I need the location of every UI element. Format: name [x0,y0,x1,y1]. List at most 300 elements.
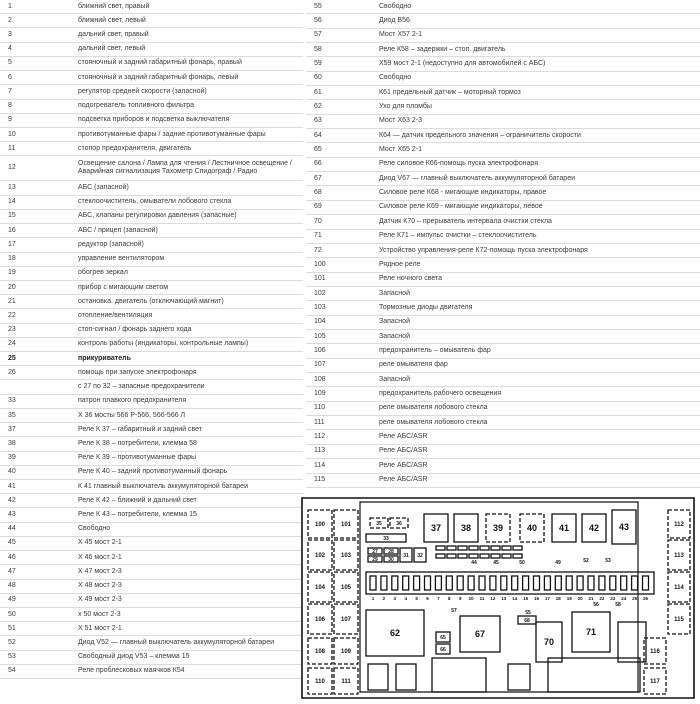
table-row [0,380,303,394]
fuse-description: прикуриватель [78,354,131,362]
fuse-description: контроль работы (индикаторы, контрольные лампы) [78,340,249,348]
table-row [0,28,303,42]
fuse-number: 17 [8,240,16,248]
slot-label: 32 [417,552,423,559]
slot-label: 103 [340,553,352,560]
table-row [0,295,303,309]
fuse-description: Реле АБС/ASR [379,433,428,441]
fuse [643,576,649,590]
fuse-number: 64 [314,131,322,139]
relay-slot [618,622,646,662]
fuse-number: 8 [448,596,451,601]
fuse-description: К64 — датчик предельного значения – ограничитель скорости [379,131,581,139]
table-row [306,416,700,430]
table-row [0,181,303,195]
fuse-description: дальний свет, левый [78,45,146,53]
fuse-number: 4 [404,596,407,601]
small-component [513,554,522,558]
table-row [0,651,303,665]
fuse-number: 69 [314,203,322,211]
fuse-number: 18 [555,596,561,601]
slot-label: 62 [389,628,401,639]
fuse-description: Реле АБС/ASR [379,461,428,469]
fuse-number: 26 [8,368,16,376]
fuse-number: 111 [314,418,325,426]
slot-label: 117 [650,679,660,686]
fuse-number: 10 [468,596,474,601]
fuse-number: 7 [437,596,440,601]
slot-label: 68 [524,617,530,624]
fuse-number: 33 [8,397,16,405]
fuse-description: Запасной [379,375,410,383]
small-component [502,554,511,558]
table-row [0,622,303,636]
fuse-description: стопор предохранителя, двигатель [78,144,192,152]
fuse-number: 107 [314,361,326,369]
fuse-number: 15 [523,596,529,601]
small-component [491,554,500,558]
fuse-description: помощь при запуске электрофонаря [78,368,197,376]
small-component [436,554,445,558]
slot-label: 27 [372,548,378,555]
fuse-number: 13 [501,596,507,601]
fuse-number: 16 [8,226,16,234]
table-row [306,244,700,258]
fuse-number: 5 [415,596,418,601]
fuse-number: 68 [314,189,322,197]
fuse [414,576,420,590]
table-row [306,129,700,143]
table-row [306,344,700,359]
fuse [566,576,572,590]
fuse-description: Рядное реле [379,260,421,268]
slot-label: 71 [585,627,597,638]
fuse-number: 100 [314,260,326,268]
fuse-number: 21 [588,596,594,601]
fuse-description: ближний свет, левый [78,16,146,24]
slot-label: 30 [388,556,394,563]
table-row [0,508,303,522]
table-row [306,273,700,287]
fuse-description: предохранитель – омыватель фар [379,347,491,354]
slot-label: 102 [314,553,326,560]
slot-label: 35 [376,520,382,527]
small-component [447,546,456,550]
slot-label: 115 [674,617,684,624]
slot-label: 114 [674,585,684,592]
fuse-description: X 45 мост 2-1 [78,539,122,547]
fuse-number: 2 [382,596,386,601]
fuse-description: Запасной [379,332,410,340]
fuse [544,576,550,590]
slot-label: 33 [383,535,389,542]
fuse-number: 2 [8,16,12,24]
table-row [0,114,303,128]
table-row [0,395,303,409]
table-row [0,71,303,85]
fuse-number: 47 [8,567,16,575]
fuse-description: Реле К 40 – задний противотуманный фонарь [78,468,228,476]
fuse-number: 65 [314,146,322,154]
fuse-number: 17 [544,596,550,601]
fuse-number: 13 [8,184,16,192]
fuse-number: 112 [314,433,326,441]
fuse-number: 5 [8,59,12,67]
slot-label: 43 [618,522,630,533]
fuse-number: 25 [8,354,16,362]
table-row [306,316,700,330]
table-row [0,338,303,352]
slot-label: 110 [315,679,325,686]
slot-label: 116 [650,649,660,656]
fuse-number: 3 [393,596,397,601]
fuse-number: 71 [314,232,322,240]
fuse-number: 105 [314,332,326,340]
fuse-number: 52 [8,639,16,647]
fuse-description: стояночный и задний габаритный фонарь, левый [78,73,239,81]
fuse-description: Мост X63 2-3 [379,117,422,125]
fuse-number: 53 [8,653,16,661]
fuse-description: Тормозные диоды двигателя [379,303,473,311]
table-row [0,636,303,650]
table-row [0,85,303,99]
fuse-box-diagram [296,492,700,704]
fuse [588,576,594,590]
small-component [502,546,511,550]
fuse-description: X 46 мост 2-1 [78,553,122,561]
table-row [306,86,700,100]
fuse-number: 7 [8,87,12,95]
fuse-description: реле омывателя лобового стекла [379,418,488,426]
table-row [306,445,700,459]
table-row [0,580,303,594]
slot-label: 39 [492,523,504,534]
fuse-number: 25 [632,596,638,601]
fuse-number: 18 [8,255,16,263]
fuse-description: Свободный диод V53 – клемма 15 [78,653,190,661]
fuse-number: 63 [314,117,322,125]
slot-label: 108 [314,649,326,656]
fuse-description: Реле АБС/ASR [379,447,428,455]
fuse-number: 38 [8,439,16,447]
table-row [0,551,303,565]
fuse-description: Реле К 38 – потребители, клемма 58 [78,439,197,447]
table-row [0,409,303,423]
fuse-description: отопление/вентиляция [78,311,153,319]
fuse-number: 67 [314,174,322,182]
fuse-description: К 41 главный выключатель аккумуляторной батареи [78,482,248,490]
fuse-number: 56 [314,17,322,25]
fuse-description: Реле К 37 – габаритный и задний свет [78,425,203,433]
fuse-number: 103 [314,303,326,311]
fuse-number: 108 [314,375,326,383]
table-row [306,43,700,57]
small-component [458,554,467,558]
fuse-description: Реле ночного света [379,275,443,283]
fuse-description: с 27 по 32 – запасные предохранители [78,383,205,391]
fuse-description: стоп-сигнал / фонарь заднего хода [78,326,192,334]
fuse [512,576,518,590]
fuse-description: Освещение салона / Лампа для чтения / Лестничное освещение / Аварийная сигнализация Тахометр Спидограф / Радио [78,160,292,176]
fuse-number: 113 [314,447,326,455]
fuse-table-left [0,0,303,679]
fuse-description: Датчик К70 – прерыватель интервала очистки стекла [379,217,552,225]
table-row [0,196,303,210]
fuse-number: 114 [314,461,326,469]
fuse-description: Запасной [379,289,410,297]
fuse-number: 57 [314,31,322,39]
fuse-number: 37 [8,425,16,433]
fuse-description: X 48 мост 2-3 [78,582,122,590]
fuse-number: 66 [314,160,322,168]
relay-slot [548,658,640,692]
table-row [0,494,303,508]
fuse-number: 10 [8,130,16,138]
fuse [479,576,485,590]
table-row [0,324,303,338]
fuse-number: 1 [371,596,375,601]
small-component [447,554,456,558]
fuse-number: 12 [8,164,16,172]
small-component [436,546,445,550]
slot-label: 100 [314,522,326,529]
fuse-number: 115 [314,476,326,484]
table-row [306,373,700,387]
relay-slot [508,664,530,690]
table-row [306,215,700,229]
table-row [306,230,700,244]
fuse-number: 11 [479,596,485,601]
slot-label: 58 [615,602,621,608]
slot-label: 106 [314,617,326,624]
fuse-number: 14 [8,198,16,206]
fuse-number: 14 [512,596,518,601]
fuse-number: 110 [314,404,326,412]
fuse-description: X 51 мост 2-1 [78,624,122,632]
fuse-description: стояночный и задний габаритный фонарь, правый [78,59,242,67]
fuse-description: Мост X57 2-1 [379,31,422,39]
table-row [306,72,700,86]
slot-label: 45 [493,560,499,566]
table-row [0,142,303,156]
fuse [577,576,583,590]
slot-label: 66 [440,646,446,653]
table-row [0,608,303,622]
table-row [0,480,303,494]
table-row [0,100,303,114]
fuse-description: ближний свет, правый [78,2,150,10]
fuse-description: АБС / прицеп (запасной) [78,226,158,234]
fuse-description: x 50 мост 2-3 [78,610,121,618]
table-row [306,359,700,373]
fuse-number: 16 [533,596,540,601]
fuse-description: АБС, клапаны регулировки давления (запасные) [78,212,237,220]
fuse-number: 49 [8,596,16,604]
fuse-number: 104 [314,318,326,326]
table-row [306,387,700,401]
fuse-number: 11 [8,144,16,152]
slot-label: 65 [440,634,446,641]
fuse-number: 15 [8,212,16,220]
fuse-number: 24 [8,340,16,348]
relay-slot [432,658,486,692]
fuse-number: 50 [8,610,16,618]
fuse-description: Свободно [78,525,111,533]
slot-label: 42 [588,523,600,534]
fuse-description: редуктор (запасной) [78,240,144,248]
fuse-number: 12 [490,596,496,601]
small-component [480,546,489,550]
fuse-description: остановка. двигатель (отключающий магнит) [78,297,224,305]
table-row [306,143,700,157]
fuse-number: 39 [8,454,16,462]
slot-label: 107 [340,617,352,624]
fuse [446,576,452,590]
fuse-number: 42 [8,496,16,504]
table-row [0,523,303,537]
fuse-description: реле омывателя фар [379,361,448,369]
fuse-description: Диод V52 — главный выключатель аккумуляторной батареи [78,639,274,647]
fuse-description: Диод В56 [379,17,410,25]
small-component [469,546,478,550]
fuse-description: Свободно [379,2,412,10]
fuse-description: прибор с мигающим светом [78,283,169,291]
fuse-description: Диод V67 — главный выключатель аккумуляторной батареи [379,174,575,182]
fuse-number: 20 [577,596,583,601]
table-row [0,267,303,281]
fuse-number: 9 [458,596,462,601]
slot-label: 67 [474,629,486,640]
fuse-number: 101 [314,275,326,283]
fuse [403,576,409,590]
relay-slot [368,664,388,690]
slot-label: 44 [471,560,477,566]
fuse-number: 26 [642,596,649,601]
fuse-number: 59 [314,60,322,68]
fuse-number: 23 [610,596,616,601]
fuse-number: 40 [8,468,16,476]
table-row [0,128,303,142]
fuse-number: 6 [426,596,429,601]
small-component [458,546,467,550]
fuse-description: Мост X65 2-1 [379,146,422,154]
fuse-description: подогреватель топливного фильтра [78,102,195,110]
fuse-number: 45 [8,539,16,547]
fuse-number: 54 [8,667,16,675]
table-row [0,210,303,224]
table-row [306,330,700,344]
fuse-number: 102 [314,289,326,297]
fuse-number: 6 [8,73,12,81]
table-row [306,115,700,129]
fuse-number: 58 [314,45,322,53]
table-row [0,452,303,466]
slot-label: 55 [525,610,531,616]
table-row [0,594,303,608]
fuse [555,576,561,590]
fuse-description: предохранитель рабочего освещения [379,390,502,398]
fuse-number: 20 [8,283,16,291]
fuse-number: 61 [314,88,322,96]
fuse-number: 35 [8,411,16,419]
fuse-description: Реле АБС/ASR [379,476,428,484]
fuse [534,576,540,590]
slot-label: 40 [526,523,538,534]
fuse-number: 1 [8,2,12,10]
fuse-number: 72 [314,246,322,254]
fuse-description: X 49 мост 2-3 [78,596,122,604]
fuse-description: Реле К58 – задержки – стоп. двигатель [379,45,506,53]
slot-label: 50 [519,560,525,566]
fuse-description: Силовое реле К69 - мигающие индикаторы, левое [379,203,543,211]
slot-label: 37 [430,523,442,534]
slot-label: 57 [451,608,457,614]
table-row [0,366,303,380]
fuse-number: 19 [8,269,16,277]
fuse-description: Устройство управления-реле К72-помощь пуска электрофонаря [379,246,588,254]
fuse-description: Реле К 39 – противотуманные фары [78,454,197,462]
table-row [306,301,700,315]
fuse-description: Реле К 42 – ближний и дальний свет [78,496,197,504]
table-row [0,665,303,679]
fuse-description: стеклоочиститель, омыватели лобового стекла [78,198,232,206]
slot-label: 113 [674,553,684,560]
slot-label: 49 [555,560,561,566]
fuse [632,576,638,590]
fuse-number: 43 [8,511,16,519]
fuse-description: управление вентилятором [78,255,165,263]
fuse-number: 23 [8,326,16,334]
relay-slot [396,664,416,690]
fuse-description: Реле К71 – импульс очистки – стеклоочиститель [379,232,537,240]
fuse-number: 4 [8,45,12,53]
fuse-description: регулятор средней скорости (запасной) [78,87,207,95]
table-row [306,186,700,200]
fuse-number: 44 [8,525,16,533]
fuse-number: 55 [314,2,322,10]
slot-label: 104 [314,585,326,592]
fuse [599,576,605,590]
table-row [0,565,303,579]
table-row [0,537,303,551]
table-row [306,14,700,28]
fuse [501,576,507,590]
fuse [381,576,387,590]
table-row [306,287,700,301]
fuse-description: X 47 мост 2-3 [78,567,122,575]
fuse-table-right [306,0,700,488]
table-row [306,29,700,43]
fuse [370,576,376,590]
table-row [0,281,303,295]
slot-label: 101 [340,522,352,529]
slot-label: 53 [605,558,611,564]
fuse-description: Силовое реле К68 - мигающие индикаторы, правое [379,189,547,197]
fuse [610,576,616,590]
fuse-number: 41 [8,482,16,490]
fuse-number: 21 [8,297,16,305]
slot-label: 109 [340,649,352,656]
fuse-description: Реле проблесковых маячков К54 [78,667,185,675]
table-row [306,172,700,186]
fuse-description: Реле силовое К66-помощь пуска электрофонаря [379,160,539,168]
small-component [469,554,478,558]
fuse-description: обогрев зеркал [78,269,128,277]
fuse-number: 22 [8,311,16,319]
fuse-description: X59 мост 2-1 (недоступно для автомобилей с АБС) [379,60,546,68]
fuse-description: патрон плавкого предохранителя [78,397,187,405]
fuse-description: Запасной [379,318,410,326]
